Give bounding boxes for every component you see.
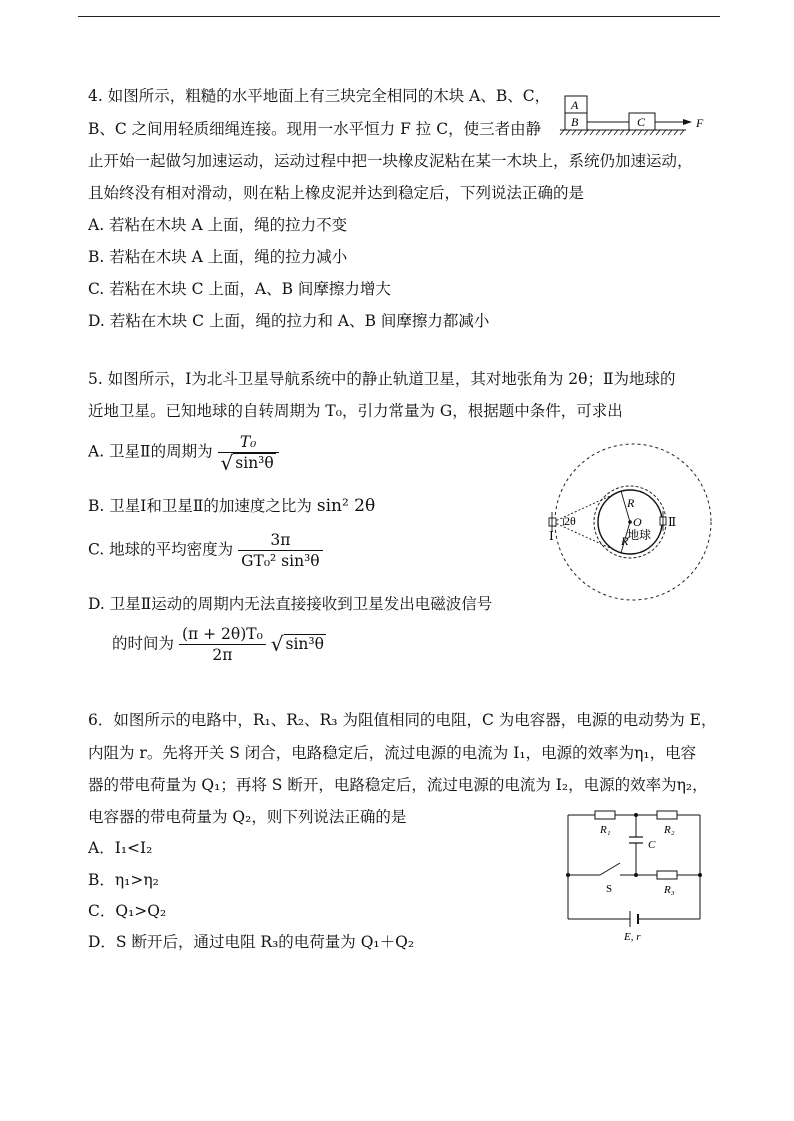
- q4-option-c: C. 若粘在木块 C 上面，A、B 间摩擦力增大: [88, 280, 391, 298]
- q5-option-b: [88, 496, 375, 516]
- label-r2: R₂: [664, 824, 675, 836]
- q4-stem-line-1: 4. 如图所示，粗糙的水平地面上有三块完全相同的木块 A、B、C，: [88, 87, 551, 105]
- q5-option-b-expression: sin² 2θ: [316, 496, 376, 516]
- q5-option-a-numerator: T₀: [218, 432, 279, 453]
- label-r3: R₃: [664, 884, 675, 896]
- q5-option-a-fraction: $\frac{\text{T₀}}{\text{√ sin³θ}}$: [218, 432, 279, 473]
- q4-stem-line-3: 止开始一起做匀加速运动，运动过程中把一块橡皮泥粘在某一木块上，系统仍加速运动，: [88, 152, 693, 170]
- q5-option-d-denominator: 2π: [212, 646, 233, 664]
- radius-label-bottom: R: [621, 534, 629, 548]
- q6-option-d: D．S 断开后，通过电阻 R₃的电荷量为 Q₁＋Q₂: [88, 933, 415, 951]
- q4-stem-line-4: 且始终没有相对滑动，则在粘上橡皮泥并达到稳定后，下列说法正确的是: [88, 184, 585, 202]
- q5-stem-line-1: 5. 如图所示，Ⅰ为北斗卫星导航系统中的静止轨道卫星，其对地张角为 2θ；Ⅱ为地球的: [88, 370, 676, 388]
- battery-icon: [630, 911, 638, 927]
- center-label: O: [633, 515, 642, 529]
- q4-stem-line-2: B、C 之间用轻质细绳连接。现用一水平恒力 F 拉 C，使三者由静: [88, 120, 542, 138]
- label-c: C: [648, 839, 656, 851]
- q5-option-b-text: B. 卫星Ⅰ和卫星Ⅱ的加速度之比为: [88, 497, 312, 515]
- q5-option-a: [88, 432, 279, 473]
- resistor-r3: [657, 871, 677, 879]
- q5-option-a-denominator: sin³θ: [235, 454, 274, 472]
- q6-stem-line-1: 6．如图所示的电路中，R₁、R₂、R₃ 为阻值相同的电阻，C 为电容器，电源的电动势为 E，: [88, 711, 717, 729]
- q5-option-d-fraction: [179, 624, 266, 665]
- q4-blocks-figure: [556, 92, 716, 142]
- q4-option-b: B. 若粘在木块 A 上面，绳的拉力减小: [88, 248, 348, 266]
- label-c: C: [637, 115, 646, 129]
- q5-option-c-denominator: GT₀² sin³θ: [241, 552, 320, 570]
- satellite-2-label: Ⅱ: [668, 515, 677, 529]
- q6-circuit-figure: [560, 805, 710, 945]
- q5-option-d-line-2: 的时间为 $\frac{\text{(π + 2θ)T₀}}{2\pi}$ √ sin³θ: [112, 625, 324, 664]
- q4-option-a: A. 若粘在木块 A 上面，绳的拉力不变: [88, 216, 348, 234]
- angle-label: 2θ: [564, 514, 576, 528]
- q5-option-d-numerator: (π + 2θ)T₀: [179, 624, 266, 645]
- resistor-r2: [657, 811, 677, 819]
- resistor-r1: [595, 811, 615, 819]
- q5-option-d-text: 的时间为: [112, 634, 175, 653]
- q6-option-b: B．η₁>η₂: [88, 871, 159, 889]
- capacitor-c: [629, 837, 643, 843]
- label-er: E, r: [624, 931, 641, 943]
- q5-option-c-text: C. 地球的平均密度为: [88, 540, 234, 559]
- q5-stem-line-2: 近地卫星。已知地球的自转周期为 T₀，引力常量为 G，根据题中条件，可求出: [88, 402, 623, 420]
- label-a: A: [571, 98, 579, 112]
- q6-stem-line-2: 内阻为 r。先将开关 S 闭合，电路稳定后，流过电源的电流为 I₁，电源的效率为η₁，电容: [88, 744, 697, 762]
- radius-label-top: R: [627, 496, 635, 510]
- q5-option-d-root: sin³θ: [285, 634, 324, 653]
- q6-stem-line-3: 器的带电荷量为 Q₁；再将 S 断开，电路稳定后，流过电源的电流为 I₂，电源的效率为η₂，: [88, 776, 708, 794]
- earth-label: 地球: [627, 528, 652, 542]
- q5-option-d-line-1: D. 卫星Ⅱ运动的周期内无法直接接收到卫星发出电磁波信号: [88, 595, 493, 613]
- label-r1: R₁: [600, 824, 611, 836]
- q6-option-a: A．I₁<I₂: [88, 839, 153, 857]
- q5-option-c: [88, 530, 323, 571]
- q5-option-c-fraction: [238, 530, 323, 571]
- label-s: S: [606, 883, 613, 895]
- q4-option-d: D. 若粘在木块 C 上面，绳的拉力和 A、B 间摩擦力都减小: [88, 312, 490, 330]
- label-b: B: [571, 115, 579, 129]
- satellite-1-label: Ⅰ: [549, 529, 554, 543]
- q6-option-c: C．Q₁>Q₂: [88, 902, 167, 920]
- q5-orbit-figure: [535, 440, 725, 610]
- q6-stem-line-4: 电容器的带电荷量为 Q₂，则下列说法正确的是: [88, 808, 407, 826]
- q5-option-c-numerator: 3π: [238, 530, 323, 551]
- q5-option-a-text: A. 卫星Ⅱ的周期为: [88, 442, 213, 461]
- header-rule: [78, 16, 720, 17]
- label-f: F: [696, 116, 704, 130]
